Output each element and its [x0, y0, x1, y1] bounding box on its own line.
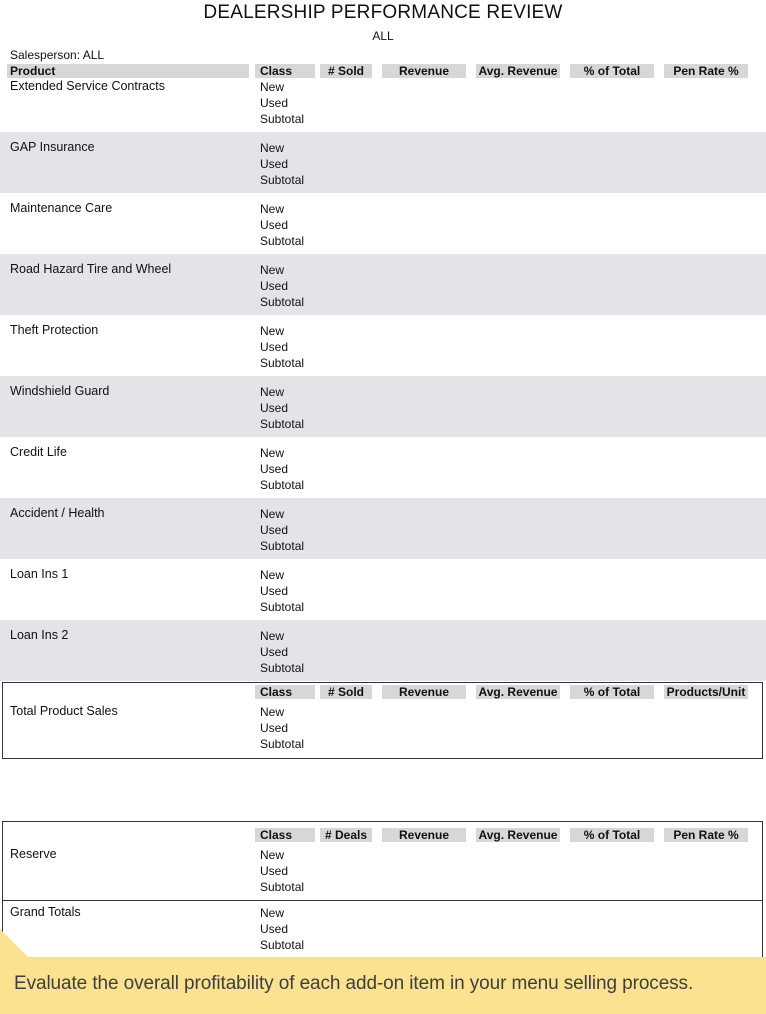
report-title: DEALERSHIP PERFORMANCE REVIEW — [203, 2, 563, 23]
class-cell: New — [260, 848, 285, 862]
grand-totals-divider — [2, 900, 763, 901]
sold-header: # Deals — [324, 828, 368, 842]
class-cell: Used — [260, 340, 289, 354]
class-cell: Used — [260, 523, 289, 537]
row-group-name: GAP Insurance — [10, 140, 95, 154]
class-cell: Used — [260, 864, 289, 878]
pct-total-header: % of Total — [583, 64, 641, 78]
class-cell: Used — [260, 922, 289, 936]
class-cell: Used — [260, 584, 289, 598]
class-cell: New — [260, 324, 285, 338]
class-cell: New — [260, 507, 285, 521]
class-cell: New — [260, 80, 285, 94]
class-cell: Used — [260, 462, 289, 476]
row-group-name: Maintenance Care — [10, 201, 113, 215]
class-cell: Subtotal — [260, 600, 305, 614]
report-subtitle: ALL — [372, 29, 394, 43]
product-header: Product — [10, 64, 56, 78]
class-cell: Subtotal — [260, 737, 305, 751]
last-header: Pen Rate % — [673, 64, 739, 78]
class-cell: New — [260, 446, 285, 460]
row-group-name: Total Product Sales — [10, 704, 118, 718]
row-group-name: Extended Service Contracts — [10, 79, 165, 93]
class-cell: Used — [260, 96, 289, 110]
class-cell: Used — [260, 401, 289, 415]
sold-header: # Sold — [327, 685, 364, 699]
banner-tab — [0, 929, 28, 957]
revenue-header: Revenue — [398, 685, 450, 699]
row-group-name: Theft Protection — [10, 323, 99, 337]
sold-header: # Sold — [327, 64, 364, 78]
banner-text: Evaluate the overall profitability of each add-on item in your menu selling process. — [14, 973, 694, 994]
class-header: Class — [260, 64, 293, 78]
class-cell: Subtotal — [260, 478, 305, 492]
class-cell: Subtotal — [260, 539, 305, 553]
product-block-bg — [0, 498, 766, 559]
class-cell: New — [260, 202, 285, 216]
class-cell: Subtotal — [260, 661, 305, 675]
class-header: Class — [260, 828, 293, 842]
class-cell: New — [260, 629, 285, 643]
class-cell: Subtotal — [260, 356, 305, 370]
salesperson-label: Salesperson: ALL — [10, 48, 105, 62]
class-cell: Subtotal — [260, 938, 305, 952]
product-block-bg — [0, 132, 766, 193]
class-cell: Subtotal — [260, 173, 305, 187]
avg-revenue-header: Avg. Revenue — [478, 685, 558, 699]
product-block-bg — [0, 620, 766, 681]
class-cell: Subtotal — [260, 234, 305, 248]
last-header: Pen Rate % — [673, 828, 739, 842]
class-cell: Subtotal — [260, 295, 305, 309]
avg-revenue-header: Avg. Revenue — [478, 64, 558, 78]
class-cell: New — [260, 705, 285, 719]
product-block-bg — [0, 376, 766, 437]
class-cell: New — [260, 263, 285, 277]
revenue-header: Revenue — [398, 64, 450, 78]
class-cell: New — [260, 141, 285, 155]
last-header: Products/Unit — [666, 685, 746, 699]
class-cell: Subtotal — [260, 112, 305, 126]
row-group-name: Credit Life — [10, 445, 67, 459]
row-group-name: Grand Totals — [10, 905, 81, 919]
class-cell: New — [260, 385, 285, 399]
pct-total-header: % of Total — [583, 828, 641, 842]
class-cell: Used — [260, 279, 289, 293]
class-cell: Used — [260, 645, 289, 659]
class-cell: Used — [260, 218, 289, 232]
row-group-name: Windshield Guard — [10, 384, 110, 398]
class-cell: Used — [260, 157, 289, 171]
row-group-name: Loan Ins 1 — [10, 567, 69, 581]
class-cell: Subtotal — [260, 417, 305, 431]
row-group-name: Accident / Health — [10, 506, 105, 520]
row-group-name: Loan Ins 2 — [10, 628, 69, 642]
pct-total-header: % of Total — [583, 685, 641, 699]
class-header: Class — [260, 685, 293, 699]
revenue-header: Revenue — [398, 828, 450, 842]
row-group-name: Road Hazard Tire and Wheel — [10, 262, 172, 276]
reserve-box — [2, 821, 763, 961]
class-cell: New — [260, 906, 285, 920]
class-cell: Used — [260, 721, 289, 735]
row-group-name: Reserve — [10, 847, 57, 861]
class-cell: New — [260, 568, 285, 582]
avg-revenue-header: Avg. Revenue — [478, 828, 558, 842]
class-cell: Subtotal — [260, 880, 305, 894]
